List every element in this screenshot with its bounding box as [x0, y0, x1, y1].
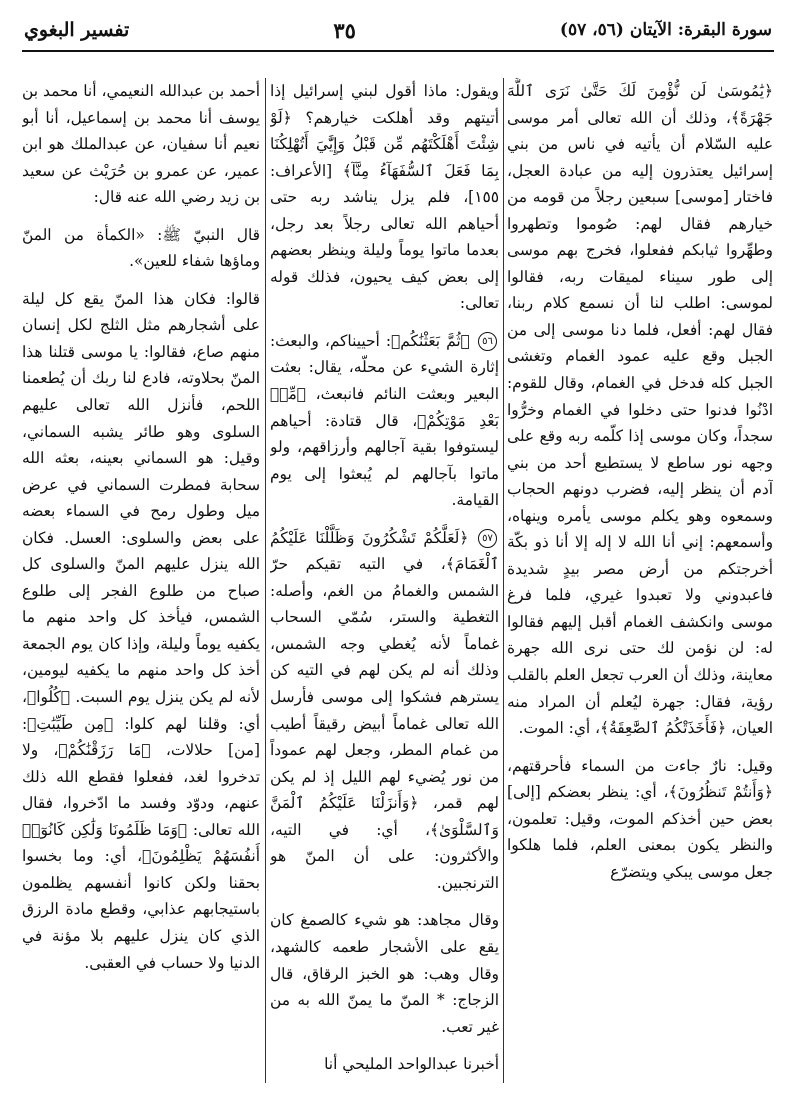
column-divider-right	[503, 78, 504, 1083]
verse-commentary-text: ﴿لَعَلَّكُمْ تَشْكُرُونَ وَظَلَّلْنَا عَلَيْكُمُ ٱلْغَمَامَ﴾، في التيه تقيكم حرّ الشمس والغمامُ من الغم، وأصله: التغطية والستر، سُمّي السحاب غماماً لأنه يُغطي وجه الشمس، وذلك أنه لم يكن لهم في التيه كن يسترهم فشكوا إلى موسى فأرسل الله تعالى غماماً أبيض رقيقاً أطيب من غمام المطر، وجعل لهم عموداً من نور يُضيء لهم الليل إذ لم يكن لهم قمر، ﴿وَأَنزَلْنَا عَلَيْكُمُ ٱلْمَنَّ وَٱلسَّلْوَىٰ﴾، أي: في التيه، والأكثرون: على أن المنّ هو الترنجبين.	[270, 528, 499, 892]
paragraph: وقيل: نارٌ جاءت من السماء فأحرقتهم، ﴿وَأَنتُمْ تَنظُرُونَ﴾، أي: ينظر بعضكم [إلى] بعض حين أخذكم الموت، وقيل: تعلمون، والنظر يكون بمعنى العلم، فلما هلكوا جعل موسى يبكي ويتضرّع	[507, 756, 773, 881]
column-middle	[270, 78, 499, 1085]
verse-56-commentary	[270, 328, 499, 514]
verse-number-badge: ٥٦	[478, 332, 497, 351]
paragraph: وقال مجاهد: هو شيء كالصمغ كان يقع على الأشجار طعمه كالشهد، وقال وهب: هو الخبز الرقاق، قال الزجاج: * المنّ ما يمنّ الله به من غير تعب.	[270, 911, 499, 1036]
surah-info: سورة البقرة: الآيتان (٥٦، ٥٧)	[559, 20, 772, 40]
column-left	[22, 78, 260, 1085]
verse-number-badge: ٥٧	[478, 529, 497, 548]
verse-57-commentary	[270, 525, 499, 897]
page-number: ٣٥	[333, 17, 356, 43]
column-right	[507, 78, 773, 1085]
verse-commentary-text: ﴿ثُمَّ بَعَثْنَٰكُم﴾: أحييناكم، والبعث: إثارة الشيء عن محلّه، يقال: بعثت البعير وبعثت النائم فانبعث، ﴿مِّنۢ بَعْدِ مَوْتِكُمْ﴾، قال قتادة: أحياهم ليستوفوا بقية آجالهم وأرزاقهم، ولو ماتوا بآجالهم لم يُبعثوا إلى يوم القيامة.	[270, 331, 499, 510]
hadith-text: قال النبيّ ﷺ: «الكمأة من المنّ وماؤها شفاء للعين».	[22, 225, 260, 271]
hadith-chain: أحمد بن عبدالله النعيمي، أنا محمد بن يوسف أنا محمد بن إسماعيل، أنا أبو نعيم أنا سفيان، عن عبدالملك هو ابن عمير، عن عمرو بن حُرَيْث عن سعيد بن زيد رضي الله عنه قال:	[22, 82, 260, 207]
paragraph: أخبرنا عبدالواحد المليحي أنا	[324, 1055, 499, 1074]
column-divider-left	[265, 78, 266, 1083]
book-title: تفسير البغوي	[24, 19, 130, 41]
paragraph: ﴿يَٰمُوسَىٰ لَن نُّؤْمِنَ لَكَ حَتَّىٰ نَرَى ٱللَّهَ جَهْرَةً﴾، وذلك أن الله تعالى أمر موسى عليه السّلام أن يأتيه في ناس من بني إسرائيل يعتذرون إليه من عبادة العجل، فاختار [موسى] سبعين رجلاً من قومه من خيارهم فقال لهم: صُوموا وتطهروا وطهِّروا ثيابكم ففعلوا، فخرج بهم موسى إلى طور سيناء لميقات ربه، فقالوا لموسى: اطلب لنا أن نسمع كلام ربنا، فقال لهم: أفعل، فلما دنا موسى إلى من الجبل وقع عليه عمود الغمام وتغشى الجبل كله فدخل في الغمام، وقال للقوم: ادْنُوا فدنوا حتى دخلوا في الغمام وخرُّوا سجداً، وكان موسى إذا كلّمه ربه وقع على وجهه نور ساطع لا يستطيع أحد من بني آدم أن ينظر إليه، فضرب دونهم الحجاب وسمعوه وهو يكلم موسى يأمره وينهاه، وأسمعهم: إني أنا الله لا إله إلا أنا ذو بكّة أخرجتكم من أرض مصر بيدٍ شديدة فاعبدوني ولا تعبدوا غيري، فلما فرغ موسى وانكشف الغمام أقبل إليهم فقالوا له: لن نؤمن لك حتى نرى الله جهرة معاينة، وذلك أن العرب تجعل العلم بالقلب رؤية، فقال: جهرة ليُعلم أن المراد منه العيان، ﴿فَأَخَذَتْكُمُ ٱلصَّٰعِقَةُ﴾، أي: الموت.	[507, 82, 773, 738]
paragraph: ويقول: ماذا أقول لبني إسرائيل إذا أتيتهم وقد أهلكت خيارهم؟ ﴿لَوْ شِئْتَ أَهْلَكْتَهُم مِّن قَبْلُ وَإِيَّٰيَ أَتُهْلِكُنَا بِمَا فَعَلَ ٱلسُّفَهَآءُ مِنَّآ﴾ [الأعراف: ١٥٥]، فلم يزل يناشد ربه حتى أحياهم الله تعالى رجلاً بعد رجل، بعدما ماتوا يوماً وليلة وينظر بعضهم إلى بعض كيف يحيون، فذلك قوله تعالى:	[270, 82, 499, 313]
page-header	[22, 14, 774, 52]
paragraph: قالوا: فكان هذا المنّ يقع كل ليلة على أشجارهم مثل الثلج لكل إنسان منهم صاع، فقالوا: يا موسى قتلنا هذا المنّ بحلاوته، فادع لنا ربك أن يُطعمنا اللحم، فأنزل الله تعالى عليهم السلوى وهو طائر يشبه السماني، وقيل: هو السماني بعينه، بعثه الله سحابة فمطرت السماني في عرض ميل وطول رمح في السماء بعضه على بعض والسلوى: العسل. فكان الله ينزل عليهم المنّ والسلوى كل صباح من طلوع الفجر إلى طلوع الشمس، فيأخذ كل واحد منهم ما يكفيه يوماً وليلة، وإذا كان يوم الجمعة أخذ كل واحد منهم ما يكفيه ليومين، لأنه لم يكن ينزل يوم السبت. ﴿كُلُوا﴾، أي: وقلنا لهم كلوا: ﴿مِن طَيِّبَٰتِ﴾: [من] حلالات، ﴿مَا رَزَقْنَٰكُمْ﴾، ولا تدخروا لغد، ففعلوا فقطع الله ذلك عنهم، ودوّد وفسد ما ادّخروا، فقال الله تعالى: ﴿وَمَا ظَلَمُونَا وَلَٰكِن كَانُوٓا۟ أَنفُسَهُمْ يَظْلِمُونَ﴾، أي: وما بخسوا بحقنا ولكن كانوا أنفسهم يظلمون باستيجابهم عذابي، وقطع مادة الرزق الذي كان ينزل عليهم بلا مؤنة في الدنيا ولا حساب في العقبى.	[22, 289, 260, 972]
